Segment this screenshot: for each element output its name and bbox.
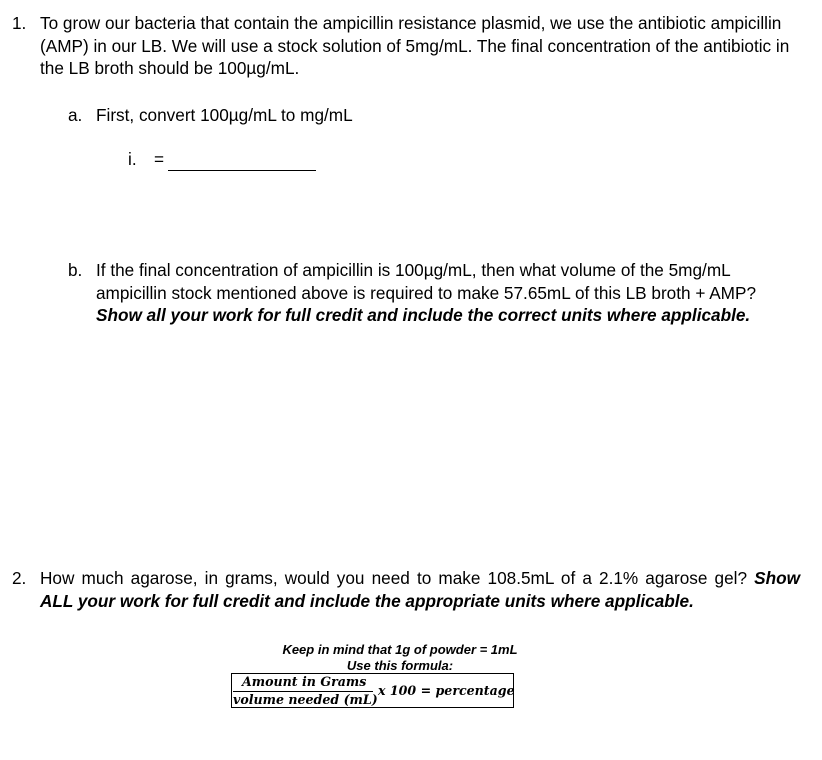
question-1a-i-label: i. — [128, 149, 137, 169]
equals-sign: = — [154, 149, 165, 169]
answer-blank[interactable] — [168, 152, 316, 171]
formula-note: Keep in mind that 1g of powder = 1mL — [282, 642, 518, 657]
question-1-text: To grow our bacteria that contain the ampicillin resistance plasmid, we use the antibiotic ampicillin (AMP) in our LB. We will use a stock solution of 5mg/mL. The final concentration of the antibiotic in the LB broth should be 100µg/mL. — [40, 13, 790, 79]
formula-box — [231, 673, 514, 708]
question-1b-label: b. — [68, 260, 83, 280]
question-1a-text: First, convert 100µg/mL to mg/mL — [96, 105, 353, 125]
question-1-number: 1. — [12, 13, 27, 33]
formula-numerator: Amount in Grams — [242, 674, 367, 689]
question-2-text: How much agarose, in grams, would you need to make 108.5mL of a 2.1% agarose gel? — [40, 568, 748, 588]
question-1b-text: If the final concentration of ampicillin is 100µg/mL, then what volume of the 5mg/mL ampicillin stock mentioned above is required to make 57.65mL of this LB broth + AMP? — [96, 260, 756, 303]
formula-instruction: Use this formula: — [346, 658, 454, 673]
question-2-emphasis: Show ALL your work for full credit and include the appropriate units where applicable. — [40, 568, 800, 611]
formula-multiplier: x 100 = percentage — [378, 683, 515, 698]
formula-denominator: volume needed (mL) — [233, 692, 378, 707]
question-1b-body — [96, 259, 796, 327]
question-2-number: 2. — [12, 568, 27, 588]
question-2-body — [40, 567, 800, 612]
question-1b-emphasis: Show all your work for full credit and include the correct units where applicable. — [96, 305, 751, 326]
question-1a-label: a. — [68, 105, 83, 125]
